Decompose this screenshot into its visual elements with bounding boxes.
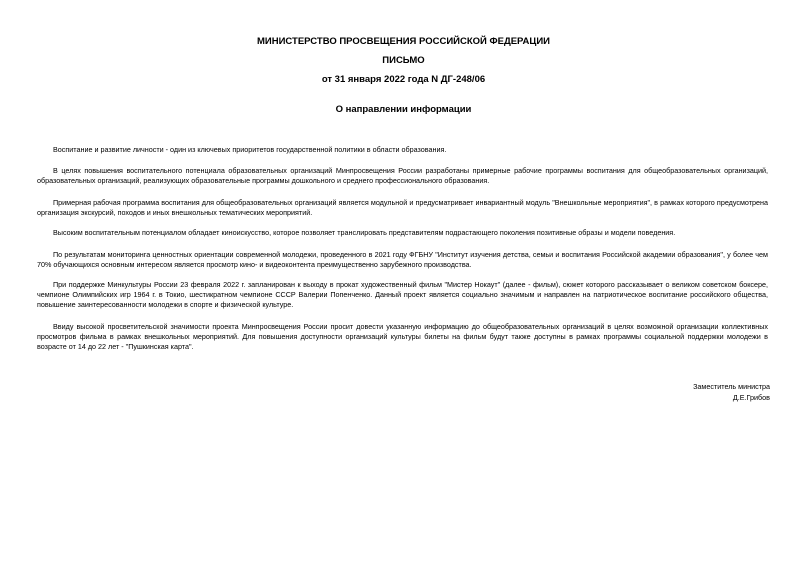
- paragraph-2: В целях повышения воспитательного потенциала образовательных организаций Минпросвещения России разработаны примерные рабочие программы воспитания для общеобразовательных организаций, образовательных организаций, реализующих образовательные программы дошкольного и среднего профессионального образования.: [37, 166, 768, 185]
- paragraph-6: При поддержке Минкультуры России 23 февраля 2022 г. запланирован к выходу в прокат художественный фильм "Мистер Нокаут" (далее - фильм), сюжет которого рассказывает о великом советском боксере, чемпионе Олимпийских игр 1964 г. в Токио, шестикратном чемпионе СССР Валерии Попенченко. Данный проект является социально значимым и направлен на патриотическое воспитание российского общества, повышение заинтересованности молодежи в спорте и физической культуре.: [37, 280, 768, 309]
- paragraph-7: Ввиду высокой просветительской значимости проекта Минпросвещения России просит довести указанную информацию до общеобразовательных организаций в целях возможной организации коллективных просмотров фильма в рамках внешкольных мероприятий. Для повышения доступности организаций культуры билеты на фильм будут также доступны в рамках программы социальной поддержки молодежи в возрасте от 14 до 22 лет - "Пушкинская карта".: [37, 322, 768, 351]
- document-type: ПИСЬМО: [382, 55, 425, 66]
- signatory-position: Заместитель министра: [693, 382, 770, 391]
- ministry-heading: МИНИСТЕРСТВО ПРОСВЕЩЕНИЯ РОССИЙСКОЙ ФЕДЕРАЦИИ: [256, 36, 551, 47]
- paragraph-1: Воспитание и развитие личности - один из ключевых приоритетов государственной политики в области образования.: [53, 145, 447, 154]
- signatory-name: Д.Е.Грибов: [732, 393, 770, 402]
- document-date-number: от 31 января 2022 года N ДГ-248/06: [321, 74, 486, 85]
- signature-block: [470, 381, 770, 403]
- paragraph-3: Примерная рабочая программа воспитания для общеобразовательных организаций является модульной и предусматривает инвариантный модуль "Внешкольные мероприятия", в рамках которого предусмотрена организация экскурсий, походов и иных внешкольных тематических мероприятий.: [37, 198, 768, 217]
- paragraph-4: Высоким воспитательным потенциалом обладает киноискусство, которое позволяет транслировать представителям подрастающего поколения позитивные образы и модели поведения.: [53, 228, 676, 237]
- document-subject: О направлении информации: [335, 104, 472, 115]
- paragraph-5: По результатам мониторинга ценностных ориентации современной молодежи, проведенного в 2021 году ФГБНУ "Институт изучения детства, семьи и воспитания Российской академии образования", у более чем 70% обучающихся основным интересом является просмотр кино- и видеоконтента преимущественно зарубежного производства.: [37, 250, 768, 269]
